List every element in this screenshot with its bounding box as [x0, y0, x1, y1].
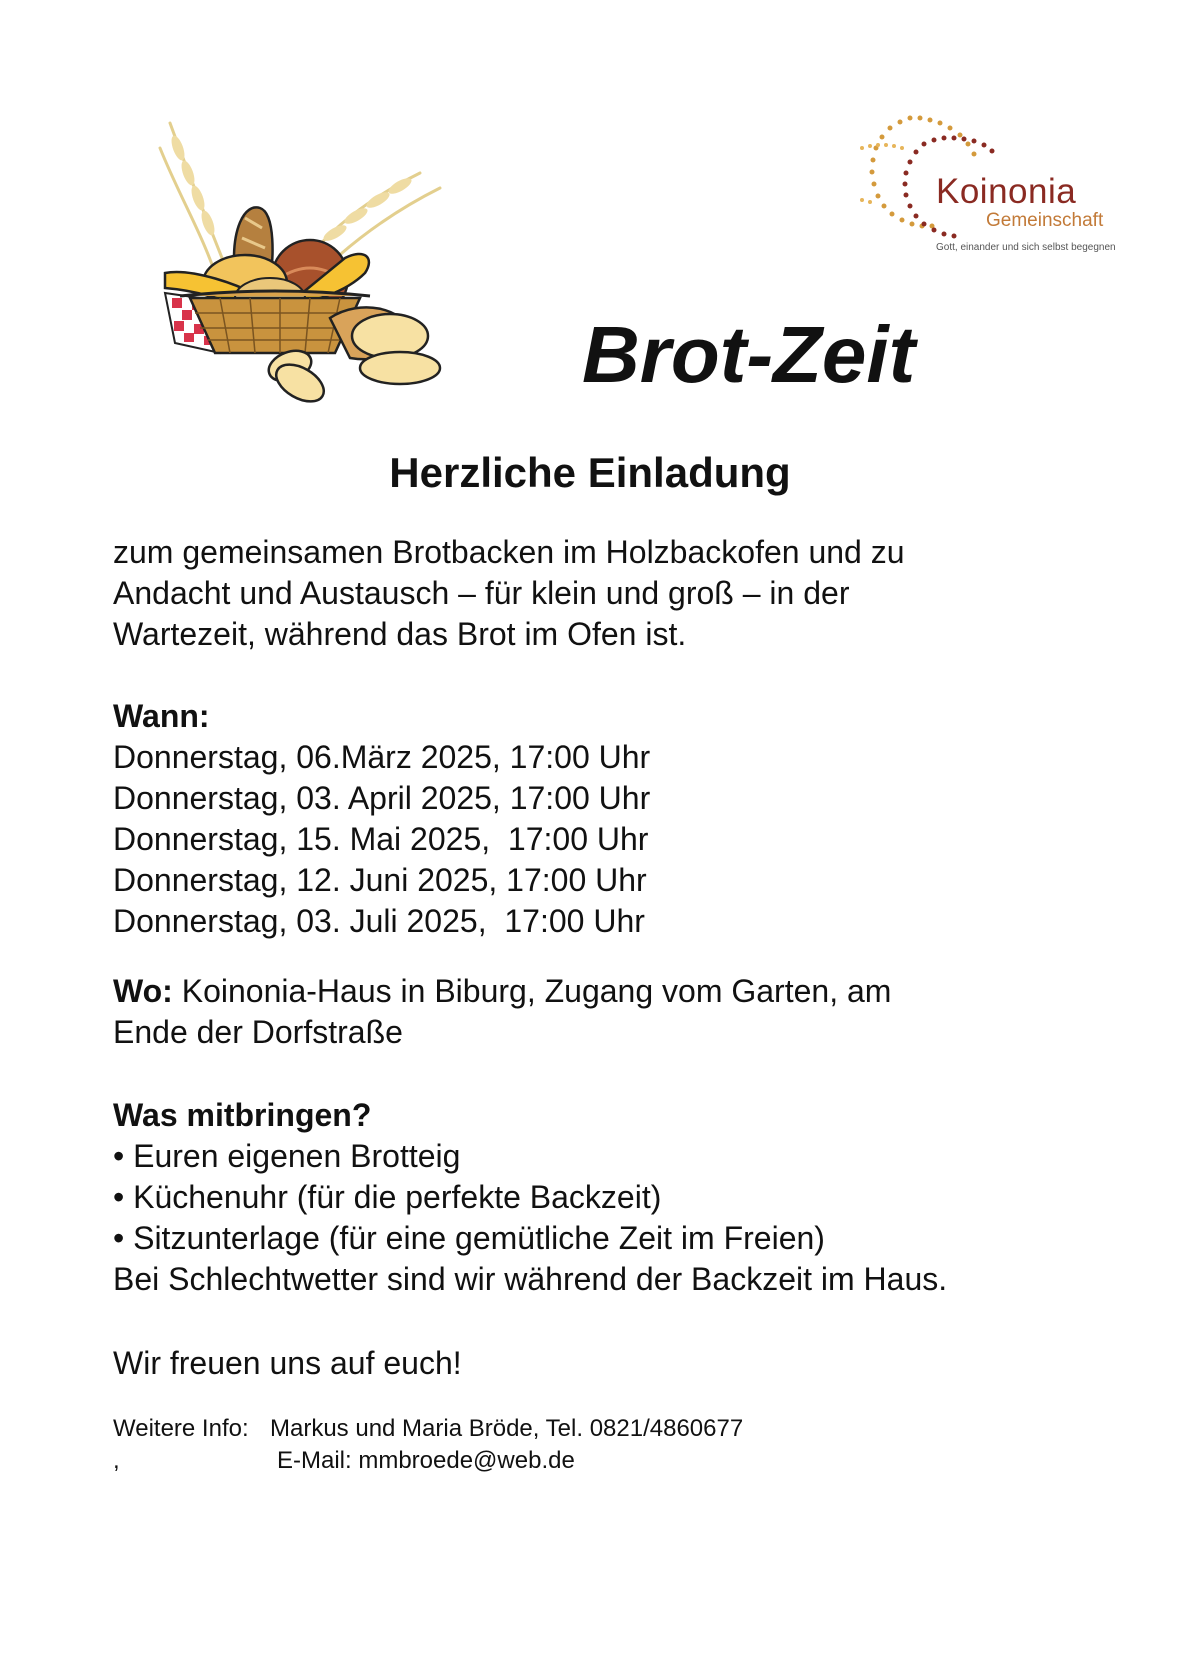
date-line: Donnerstag, 03. Juli 2025, 17:00 Uhr — [113, 903, 645, 939]
subtitle: Herzliche Einladung — [389, 449, 791, 496]
bring-item: • Küchenuhr (für die perfekte Backzeit) — [113, 1179, 662, 1215]
where-section — [113, 971, 1073, 1053]
intro-line: Wartezeit, während das Brot im Ofen ist. — [113, 616, 687, 652]
date-line: Donnerstag, 06.März 2025, 17:00 Uhr — [113, 739, 651, 775]
logo-tagline: Gott, einander und sich selbst begegnen — [936, 242, 1116, 253]
bring-item: • Euren eigenen Brotteig — [113, 1138, 461, 1174]
contact-email: E-Mail: mmbroede@web.de — [277, 1447, 575, 1474]
where-text: Koinonia-Haus in Biburg, Zugang vom Garten, am — [172, 973, 892, 1009]
when-label: Wann: — [113, 698, 210, 734]
date-line: Donnerstag, 03. April 2025, 17:00 Uhr — [113, 780, 651, 816]
contact-names: Markus und Maria Bröde, Tel. 0821/4860677 — [270, 1415, 744, 1442]
intro-line: zum gemeinsamen Brotbacken im Holzbackofen und zu — [113, 534, 905, 570]
date-line: Donnerstag, 15. Mai 2025, 17:00 Uhr — [113, 821, 649, 857]
contact-section — [113, 1413, 1073, 1477]
date-line: Donnerstag, 12. Juni 2025, 17:00 Uhr — [113, 862, 647, 898]
bread-basket-icon — [150, 118, 465, 418]
where-text-2: Ende der Dorfstraße — [113, 1014, 403, 1050]
intro-text — [113, 532, 1073, 655]
where-label: Wo: — [113, 973, 173, 1009]
intro-line: Andacht und Austausch – für klein und groß – in der — [113, 575, 850, 611]
bring-item: • Sitzunterlage (für eine gemütliche Zeit im Freien) — [113, 1220, 825, 1256]
weather-note: Bei Schlechtwetter sind wir während der Backzeit im Haus. — [113, 1261, 948, 1297]
contact-comma: , — [113, 1447, 120, 1474]
when-section — [113, 696, 1073, 942]
koinonia-logo — [860, 108, 1120, 258]
closing-text: Wir freuen uns auf euch! — [113, 1345, 462, 1381]
bring-label: Was mitbringen? — [113, 1097, 372, 1133]
main-title: Brot-Zeit — [582, 310, 916, 399]
logo-name: Koinonia — [936, 172, 1077, 211]
logo-subname: Gemeinschaft — [986, 210, 1104, 231]
bring-section — [113, 1095, 1073, 1300]
contact-label: Weitere Info: — [113, 1415, 249, 1442]
